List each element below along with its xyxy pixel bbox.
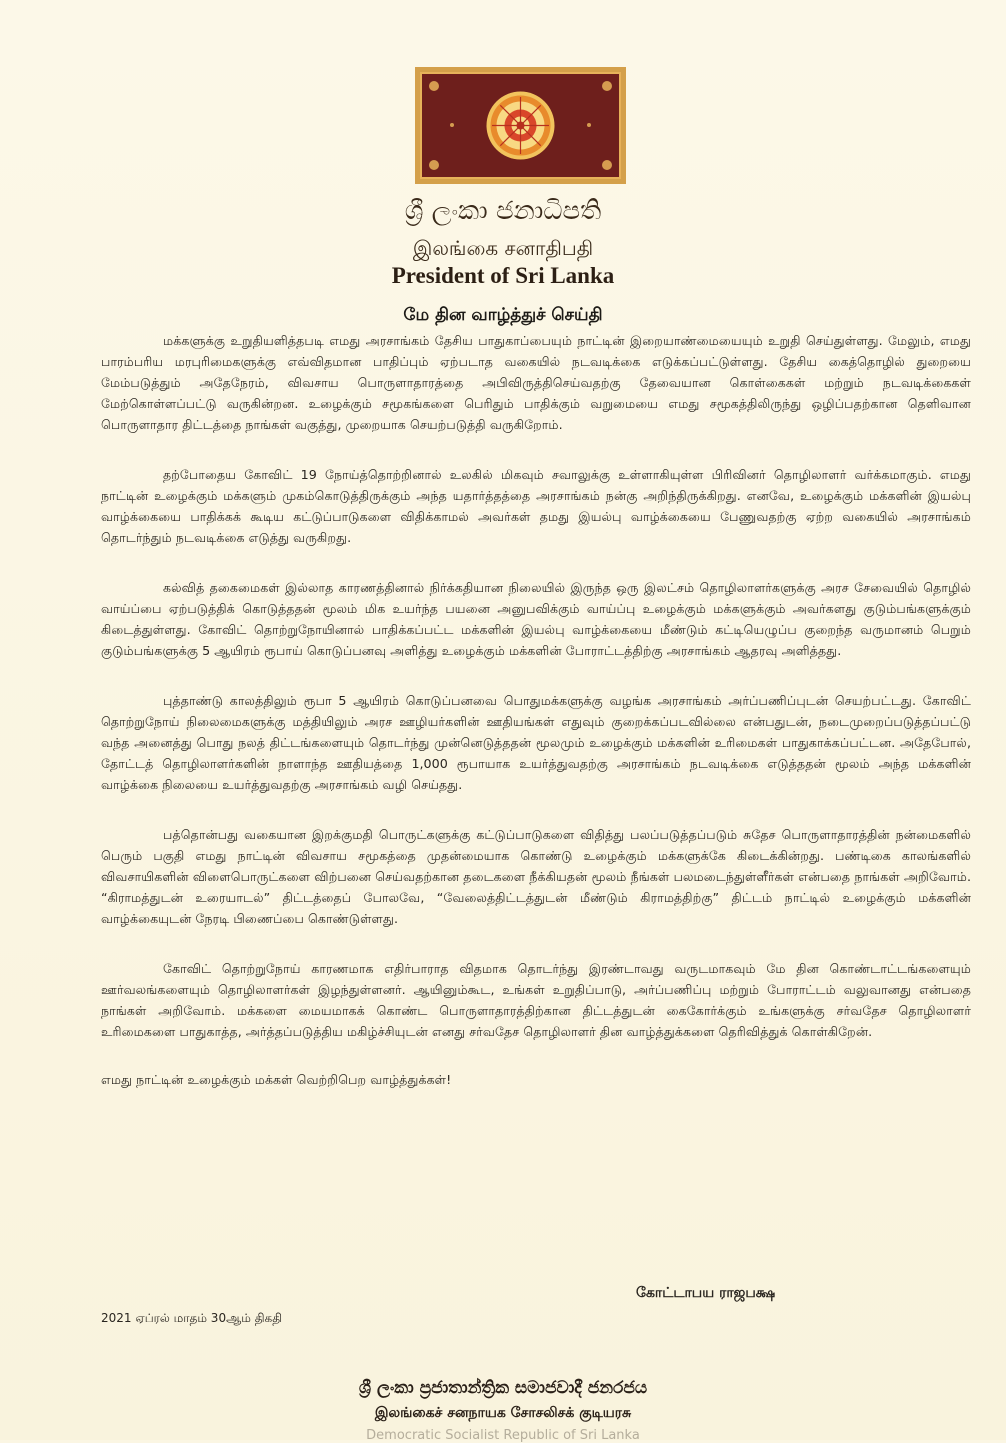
message-paragraph: கோவிட் தொற்றுநோய் காரணமாக எதிர்பாராத விதமாக தொடர்ந்து இரண்டாவது வருடமாகவும் மே தின கொண்டாட்டங்களையும் ஊர்வலங்களையும் தொழிலாளர்கள் இழந்துள்ளனர். ஆயினும்கூட, உங்கள் உறுதிப்பாடு, அர்ப்பணிப்பு மற்றும் போராட்டம் வலுவானது என்பதை நாங்கள் அறிவோம். மக்களை மையமாகக் கொண்ட பொருளாதாரத்திற்கான திட்டத்துடன் கைகோர்க்கும் உங்களுக்கு சர்வதேச தொழிலாளர் உரிமைகளை பாதுகாத்த, அர்த்தப்படுத்திய மகிழ்ச்சியுடன் எனது சர்வதேச தொழிலாளர் தின வாழ்த்துக்களை தெரிவித்துக் கொள்கிறேன். [101, 961, 971, 1039]
footer-sinhala: ශ්‍රී ලංකා ප්‍රජාතාන්ත්‍රික සමාජවාදී ජනරජය [358, 1378, 648, 1398]
message-paragraph: பத்தொன்பது வகையான இறக்குமதி பொருட்களுக்கு கட்டுப்பாடுகளை விதித்து பலப்படுத்தப்படும் சுதேச பொருளாதாரத்தின் நன்மைகளில் பெரும் பகுதி எமது நாட்டின் விவசாய சமூகத்தை முதன்மையாக கொண்டு உழைக்கும் மக்களுக்கே கிடைக்கின்றது. பண்டிகை காலங்களில் விவசாயிகளின் விளைபொருட்களை விற்பனை செய்வதற்கான தடைகளை நீக்கியதன் மூலம் நீங்கள் பலமடைந்துள்ளீர்கள் என்பதை நாங்கள் அறிவோம். “கிராமத்துடன் உரையாடல்” திட்டத்தைப் போலவே, “வேலைத்திட்டத்துடன் மீண்டும் கிராமத்திற்கு” திட்டம் நாட்டில் உழைக்கும் மக்களின் வாழ்க்கையுடன் நேரடி பிணைப்பை கொண்டுள்ளது. [101, 827, 971, 926]
letter-date: 2021 ஏப்ரல் மாதம் 30ஆம் திகதி [101, 1311, 283, 1325]
message-paragraph: தற்போதைய கோவிட் 19 நோய்த்தொற்றினால் உலகில் மிகவும் சவாலுக்கு உள்ளாகியுள்ள பிரிவினர் தொழிலாளர் வர்க்கமாகும். எமது நாட்டின் உழைக்கும் மக்களும் முகம்கொடுத்திருக்கும் அந்த யதார்த்தத்தை அரசாங்கம் நன்கு அறிந்திருக்கிறது. எனவே, உழைக்கும் மக்களின் இயல்பு வாழ்க்கையை பாதிக்கக் கூடிய கட்டுப்பாடுகளை விதிக்காமல் அவர்கள் தமது இயல்பு வாழ்க்கையை பேணுவதற்கு ஏற்ற வகையில் அரசாங்கம் தொடர்ந்தும் நடவடிக்கை எடுத்து வருகிறது. [101, 467, 971, 545]
header-title-tamil: இலங்கை சனாதிபதி [412, 236, 594, 260]
signature-name: கோட்டாபய ராஜபக்ஷ [636, 1285, 776, 1301]
header-title-sinhala: ශ්‍රී ලංකා ජනාධිපති [404, 196, 602, 226]
closing-line: எமது நாட்டின் உழைக்கும் மக்கள் வெற்றிபெற வாழ்த்துக்கள்! [101, 1072, 452, 1087]
emblem-wheel-icon [422, 74, 619, 177]
message-body [101, 330, 971, 1119]
message-paragraph: கல்வித் தகைமைகள் இல்லாத காரணத்தினால் நிர்க்கதியான நிலையில் இருந்த ஒரு இலட்சம் தொழிலாளர்களுக்கு அரச சேவையில் தொழில் வாய்ப்பை ஏற்படுத்திக் கொடுத்ததன் மூலம் மிக உயர்ந்த பயனை அனுபவிக்கும் வாய்ப்பு உழைக்கும் மக்களுக்கும் அவர்களது குடும்பங்களுக்கும் கிடைத்துள்ளது. கோவிட் தொற்றுநோயினால் பாதிக்கப்பட்ட மக்களின் இயல்பு வாழ்க்கையை மீண்டும் கட்டியெழுப்ப குறைந்த வருமானம் பெறும் குடும்பங்களுக்கு 5 ஆயிரம் ரூபாய் கொடுப்பனவு அளித்து உழைக்கும் மக்களின் போராட்டத்திற்கு அரசாங்கம் ஆதரவு அளித்தது. [101, 580, 971, 658]
footer-tamil: இலங்கைச் சனநாயக சோசலிசக் குடியரசு [374, 1405, 632, 1421]
message-paragraph: மக்களுக்கு உறுதியளித்தபடி எமது அரசாங்கம் தேசிய பாதுகாப்பையும் நாட்டின் இறையாண்மையையும் உறுதி செய்துள்ளது. மேலும், எமது பாரம்பரிய மரபுரிமைகளுக்கு எவ்விதமான பாதிப்பும் ஏற்படாத வகையில் நடவடிக்கை எடுக்கப்பட்டுள்ளது. தேசிய கைத்தொழில் துறையை மேம்படுத்தும் அதேநேரம், விவசாய பொருளாதாரத்தை அபிவிருத்திசெய்வதற்கு தேவையான கொள்கைகள் மற்றும் நடவடிக்கைகள் மேற்கொள்ளப்பட்டு வருகின்றன. உழைக்கும் சமூகங்களை பெரிதும் பாதிக்கும் வறுமையை எமது சமூகத்திலிருந்து ஒழிப்பதற்கான தெளிவான பொருளாதார திட்டத்தை நாங்கள் வகுத்து, முறையாக செயற்படுத்தி வருகிறோம். [101, 333, 971, 432]
presidential-flag-emblem [415, 67, 626, 184]
message-title: மே தின வாழ்த்துச் செய்தி [403, 305, 603, 325]
footer-english: Democratic Socialist Republic of Sri Lanka [366, 1428, 640, 1443]
message-paragraph: புத்தாண்டு காலத்திலும் ரூபா 5 ஆயிரம் கொடுப்பனவை பொதுமக்களுக்கு வழங்க அரசாங்கம் அர்ப்பணிப்புடன் செயற்பட்டது. கோவிட் தொற்றுநோய் நிலைமைகளுக்கு மத்தியிலும் அரச ஊழியர்களின் ஊதியங்கள் எதுவும் குறைக்கப்படவில்லை என்பதுடன், நடைமுறைப்படுத்தப்பட்டு வந்த அனைத்து பொது நலத் திட்டங்களையும் தொடர்ந்து முன்னெடுத்ததன் மூலமும் உழைக்கும் மக்களின் உரிமைகள் பாதுகாக்கப்பட்டன. அதேபோல், தோட்டத் தொழிலாளர்களின் நாளாந்த ஊதியத்தை 1,000 ரூபாயாக உயர்த்துவதற்கு அரசாங்கம் நடவடிக்கை எடுத்ததன் மூலம் அந்த மக்களின் வாழ்க்கை நிலையை உயர்த்துவதற்கு அரசாங்கம் வழி செய்தது. [101, 693, 971, 792]
header-title-english: President of Sri Lanka [391, 263, 615, 288]
